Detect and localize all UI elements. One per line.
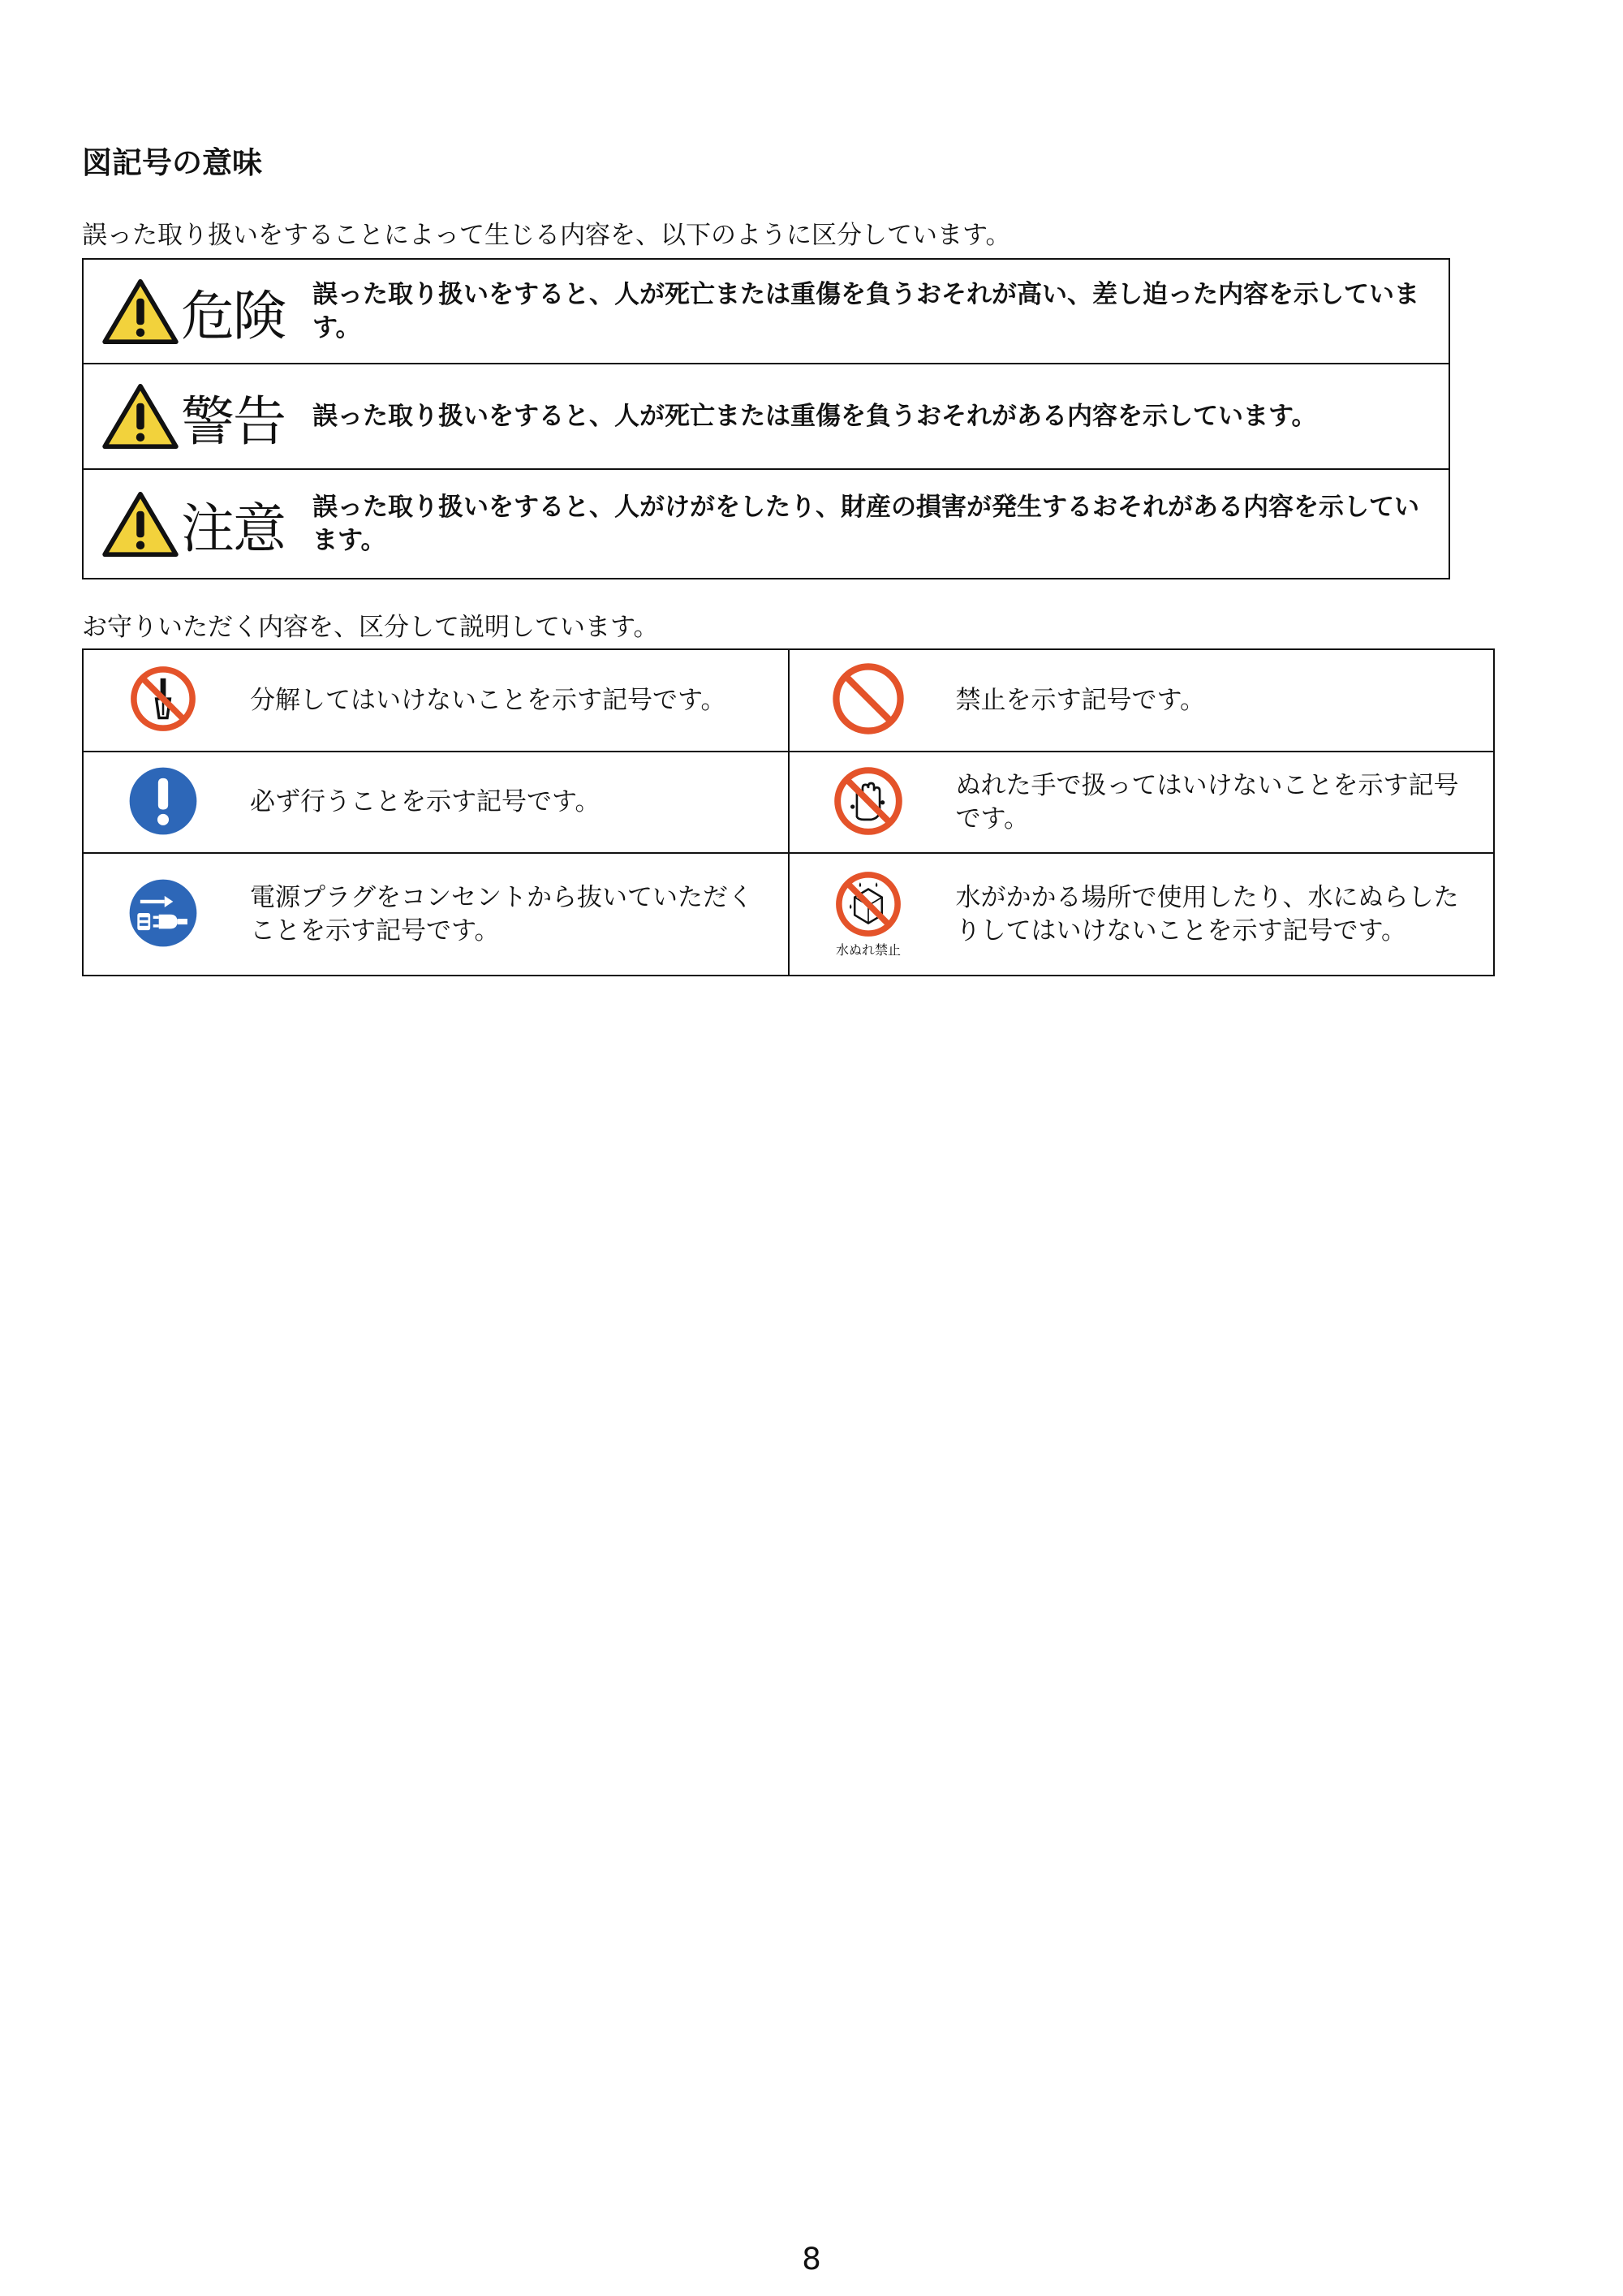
symbol-description: 必ず行うことを示す記号です。: [242, 752, 789, 853]
symbols-row: [83, 853, 1494, 976]
symbol-description: 水がかかる場所で使用したり、水にぬらしたりしてはいけないことを示す記号です。: [948, 853, 1495, 976]
symbol-description: 禁止を示す記号です。: [948, 649, 1495, 752]
no-water-caption: 水ぬれ禁止: [835, 942, 901, 958]
warning-label-danger: 危険: [181, 285, 285, 347]
symbol-description: ぬれた手で扱ってはいけないことを示す記号です。: [948, 752, 1495, 853]
page-number: 8: [802, 2242, 821, 2277]
warning-label-caution: 注意: [181, 498, 285, 560]
warning-description-caution: 誤った取り扱いをすると、人がけがをしたり、財産の損害が発生するおそれがある内容を示しています。: [312, 493, 1419, 555]
page-title: 図記号の意味: [82, 145, 262, 180]
warning-row-warning: [83, 364, 1449, 469]
warning-description-danger: 誤った取り扱いをすると、人が死亡または重傷を負うおそれが高い、差し迫った内容を示しています。: [312, 280, 1419, 342]
warning-description-warning: 誤った取り扱いをすると、人が死亡または重傷を負うおそれがある内容を示しています。: [312, 401, 1317, 431]
warning-levels-table: [82, 258, 1450, 579]
warning-row-caution: [83, 469, 1449, 579]
prohibited-icon: [831, 661, 906, 736]
unplug-icon: [127, 877, 199, 949]
symbols-intro-text: お守りいただく内容を、区分して説明しています。: [82, 613, 659, 642]
no-disassembly-icon: [129, 665, 197, 733]
warning-label-warning: 警告: [181, 390, 285, 453]
symbol-description: 分解してはいけないことを示す記号です。: [242, 649, 789, 752]
symbols-row: [83, 649, 1494, 752]
symbol-description: 電源プラグをコンセントから抜いていただくことを示す記号です。: [242, 853, 789, 976]
no-wet-hands-icon: [833, 765, 904, 837]
intro-text: 誤った取り扱いをすることによって生じる内容を、以下のように区分しています。: [82, 221, 1011, 250]
symbols-table: [82, 648, 1495, 976]
warning-row-danger: [83, 259, 1449, 364]
warning-triangle-icon: [101, 383, 179, 450]
mandatory-icon: [127, 765, 199, 837]
warning-triangle-icon: [101, 278, 179, 345]
symbols-row: [83, 752, 1494, 853]
no-water-icon: [834, 870, 902, 938]
warning-triangle-icon: [101, 491, 179, 558]
